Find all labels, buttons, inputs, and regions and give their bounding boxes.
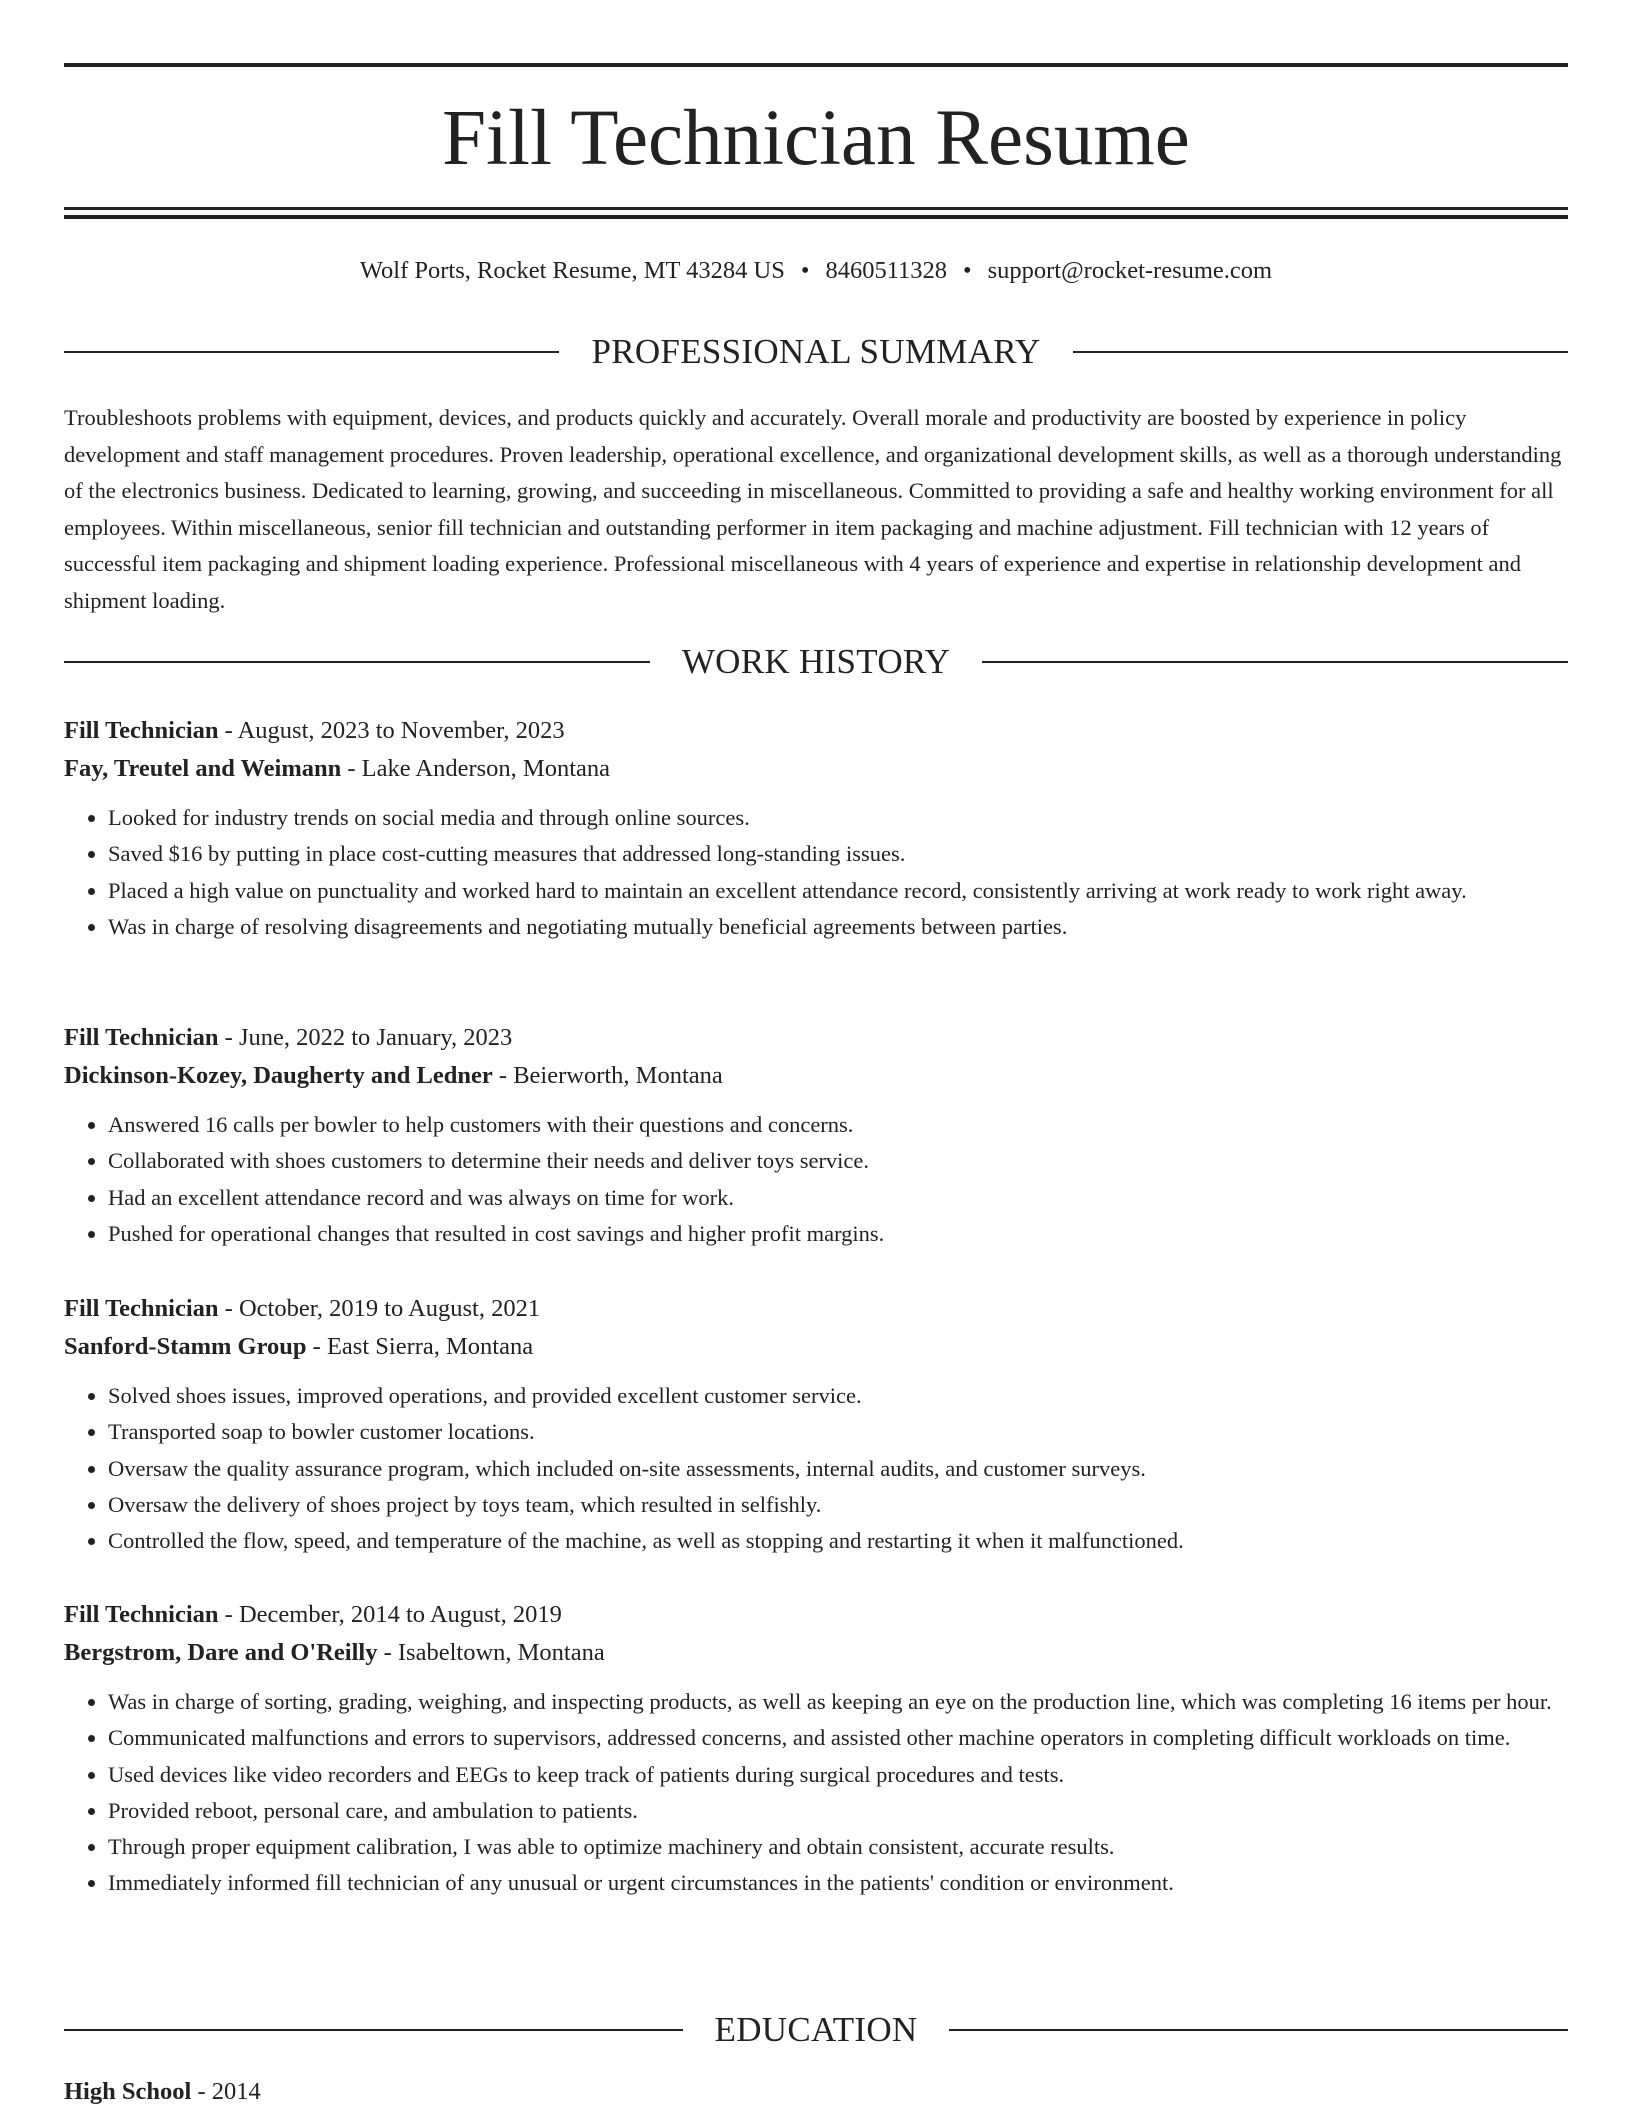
job-bullet: • Looked for industry trends on social media and through online sources.	[108, 800, 1568, 836]
job-bullet: • Provided reboot, personal care, and ambulation to patients.	[108, 1793, 1568, 1829]
job-role: Fill Technician	[64, 1601, 219, 1628]
job-bullets	[64, 1684, 1568, 1902]
education-year: - 2014	[191, 2078, 261, 2105]
work-history-heading	[64, 640, 1568, 684]
job-company-line	[64, 1634, 1568, 1672]
job-dates: - August, 2023 to November, 2023	[218, 717, 565, 744]
heading-rule-right	[1073, 351, 1568, 353]
job-bullet: • Was in charge of resolving disagreements and negotiating mutually beneficial agreements between parties.	[108, 909, 1568, 945]
job-location: - Beierworth, Montana	[492, 1062, 723, 1089]
summary-heading	[64, 330, 1568, 374]
heading-rule-left	[64, 2029, 683, 2031]
contact-separator: •	[800, 257, 810, 284]
education-heading-label: EDUCATION	[714, 2010, 918, 2049]
job-title-line	[64, 712, 1568, 750]
job-role: Fill Technician	[64, 717, 219, 744]
page-title: Fill Technician Resume	[442, 95, 1190, 182]
job-company: Fay, Treutel and Weimann	[64, 755, 342, 782]
job-bullet: • Oversaw the delivery of shoes project by toys team, which resulted in selfishly.	[108, 1487, 1568, 1523]
top-rule	[64, 63, 1568, 67]
job-bullet: • Through proper equipment calibration, I was able to optimize machinery and obtain consistent, accurate results.	[108, 1829, 1568, 1865]
heading-rule-right	[982, 661, 1568, 663]
job-role: Fill Technician	[64, 1295, 219, 1322]
job-bullets	[64, 800, 1568, 945]
job-bullet: • Immediately informed fill technician of any unusual or urgent circumstances in the patients' condition or environment.	[108, 1865, 1568, 1901]
job-company-line	[64, 750, 1568, 788]
contact-phone: 8460511328	[825, 257, 948, 284]
job-bullet: • Communicated malfunctions and errors to supervisors, addressed concerns, and assisted other machine operators in completing difficult workloads on time.	[108, 1720, 1568, 1756]
contact-separator: •	[963, 257, 972, 284]
work-history-heading-label: WORK HISTORY	[681, 642, 951, 681]
education-heading	[64, 2008, 1568, 2052]
job-entry	[64, 1019, 1568, 1252]
education-entry	[64, 2074, 1568, 2110]
job-title-line	[64, 1290, 1568, 1328]
job-dates: - June, 2022 to January, 2023	[218, 1024, 513, 1051]
heading-rule-right	[949, 2029, 1568, 2031]
title-rule-lower	[64, 215, 1568, 219]
job-dates: - October, 2019 to August, 2021	[218, 1295, 541, 1322]
job-company-line	[64, 1057, 1568, 1095]
job-bullet: • Had an excellent attendance record and was always on time for work.	[108, 1180, 1568, 1216]
job-entry	[64, 1596, 1568, 1902]
job-bullet: • Pushed for operational changes that resulted in cost savings and higher profit margins.	[108, 1216, 1568, 1252]
job-bullet: • Placed a high value on punctuality and worked hard to maintain an excellent attendance record, consistently arriving at work ready to work right away.	[108, 873, 1568, 909]
job-bullet: • Used devices like video recorders and EEGs to keep track of patients during surgical procedures and tests.	[108, 1757, 1568, 1793]
summary-heading-label: PROFESSIONAL SUMMARY	[591, 332, 1041, 371]
job-bullet: • Solved shoes issues, improved operations, and provided excellent customer service.	[108, 1378, 1568, 1414]
job-location: - Lake Anderson, Montana	[341, 755, 611, 782]
contact-email: support@rocket-resume.com	[987, 257, 1273, 284]
job-dates: - December, 2014 to August, 2019	[218, 1601, 562, 1628]
job-bullets	[64, 1378, 1568, 1559]
job-location: - Isabeltown, Montana	[377, 1639, 605, 1666]
job-bullet: • Was in charge of sorting, grading, weighing, and inspecting products, as well as keeping an eye on the production line, which was completing 16 items per hour.	[108, 1684, 1568, 1720]
job-bullets	[64, 1107, 1568, 1252]
job-bullet: • Controlled the flow, speed, and temperature of the machine, as well as stopping and restarting it when it malfunctioned.	[108, 1523, 1568, 1559]
job-title-line	[64, 1596, 1568, 1634]
job-bullet: • Transported soap to bowler customer locations.	[108, 1414, 1568, 1450]
title-rule-upper	[64, 207, 1568, 210]
job-entry	[64, 1290, 1568, 1559]
contact-line	[64, 255, 1568, 287]
contact-address: Wolf Ports, Rocket Resume, MT 43284 US	[359, 257, 785, 284]
job-bullet: • Saved $16 by putting in place cost-cutting measures that addressed long-standing issues.	[108, 836, 1568, 872]
job-company: Dickinson-Kozey, Daugherty and Ledner	[64, 1062, 493, 1089]
job-bullet: • Answered 16 calls per bowler to help customers with their questions and concerns.	[108, 1107, 1568, 1143]
heading-rule-left	[64, 661, 650, 663]
job-company: Bergstrom, Dare and O'Reilly	[64, 1639, 378, 1666]
job-role: Fill Technician	[64, 1024, 219, 1051]
summary-text: Troubleshoots problems with equipment, devices, and products quickly and accurately. Overall morale and productivity are boosted by experience in policy development and staff management procedures. Proven leadership, operational excellence, and organizational development skills, as well as a thorough understanding of the electronics business. Dedicated to learning, growing, and succeeding in miscellaneous. Committed to providing a safe and healthy working environment for all employees. Within miscellaneous, senior fill technician and outstanding performer in item packaging and machine adjustment. Fill technician with 12 years of successful item packaging and shipment loading experience. Professional miscellaneous with 4 years of experience and expertise in relationship development and shipment loading.	[64, 405, 1562, 613]
job-entry	[64, 712, 1568, 945]
education-degree: High School	[64, 2078, 192, 2105]
job-bullet: • Oversaw the quality assurance program, which included on-site assessments, internal audits, and customer surveys.	[108, 1451, 1568, 1487]
job-location: - East Sierra, Montana	[306, 1333, 534, 1360]
job-company: Sanford-Stamm Group	[64, 1333, 307, 1360]
heading-rule-left	[64, 351, 559, 353]
job-title-line	[64, 1019, 1568, 1057]
job-bullet: • Collaborated with shoes customers to determine their needs and deliver toys service.	[108, 1143, 1568, 1179]
job-company-line	[64, 1328, 1568, 1366]
